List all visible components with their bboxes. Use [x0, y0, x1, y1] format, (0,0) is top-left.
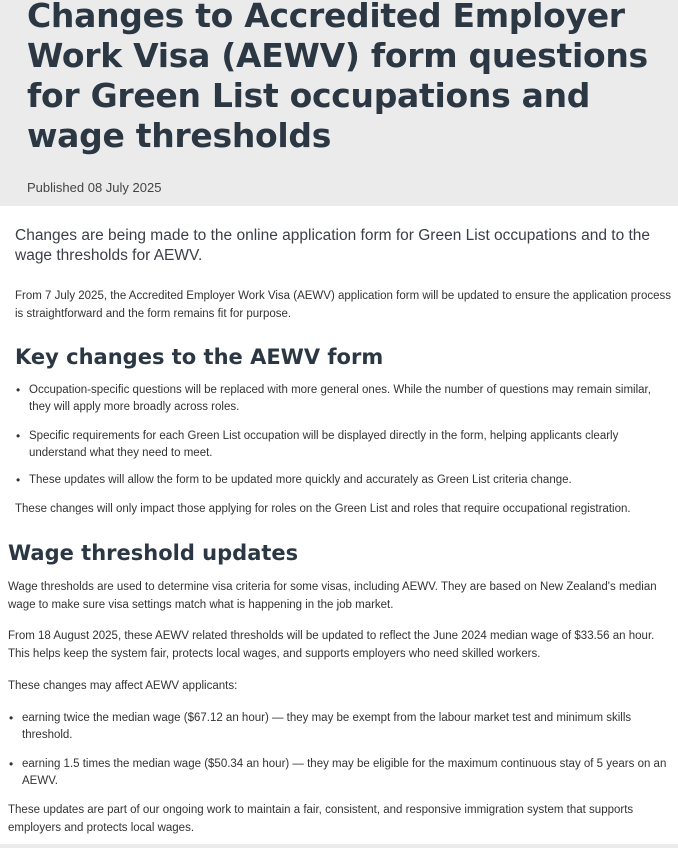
published-date: Published 08 July 2025 — [27, 180, 162, 195]
impact-note: These changes will only impact those applying for roles on the Green List and roles that require occupational registration. — [15, 503, 631, 515]
bullet-icon: • — [9, 757, 14, 771]
list-item-text: earning 1.5 times the median wage ($50.34 an hour) — they may be eligible for the maximum continuous stay of 5 years on an AEWV. — [22, 758, 667, 787]
list-item — [9, 756, 672, 790]
bottom-edge — [0, 844, 678, 848]
wage-paragraph-2: From 18 August 2025, these AEWV related thresholds will be updated to reflect the June 2024 median wage of $33.56 an hour. This helps keep the system fair, protects local wages, and supports employers who need skilled workers. — [8, 630, 655, 660]
list-item — [16, 382, 674, 416]
key-changes-heading: Key changes to the AEWV form — [15, 345, 384, 369]
page-title: Changes to Accredited Employer Work Visa (AEWV) form questions for Green List occupations and wage thresholds — [27, 0, 648, 155]
list-item-text: Specific requirements for each Green List occupation will be displayed directly in the form, helping applicants clearly understand what they need to meet. — [29, 430, 619, 459]
form-update-paragraph: From 7 July 2025, the Accredited Employer Work Visa (AEWV) application form will be updated to ensure the application process is straightforward and the form remains fit for purpose. — [15, 290, 672, 320]
closing-paragraph: These updates are part of our ongoing work to maintain a fair, consistent, and responsive immigration system that supports employers and protects local wages. — [8, 804, 634, 834]
bullet-icon: • — [16, 429, 21, 443]
list-item — [16, 472, 669, 489]
wage-threshold-heading: Wage threshold updates — [8, 541, 299, 565]
bullet-icon: • — [16, 383, 21, 397]
wage-paragraph-1: Wage thresholds are used to determine visa criteria for some visas, including AEWV. They are based on New Zealand's median wage to make sure visa settings match what is happening in the job market. — [8, 581, 657, 611]
affect-intro: These changes may affect AEWV applicants: — [8, 680, 238, 692]
list-item — [16, 428, 669, 462]
bullet-icon: • — [16, 473, 21, 487]
list-item-text: These updates will allow the form to be updated more quickly and accurately as Green List criteria change. — [29, 474, 572, 486]
list-item — [9, 710, 672, 744]
intro-text: Changes are being made to the online application form for Green List occupations and to the wage thresholds for AEWV. — [15, 227, 651, 264]
list-item-text: earning twice the median wage ($67.12 an hour) — they may be exempt from the labour market test and minimum skills threshold. — [22, 712, 632, 741]
list-item-text: Occupation-specific questions will be replaced with more general ones. While the number of questions may remain similar, they will apply more broadly across roles. — [29, 384, 651, 413]
bullet-icon: • — [9, 711, 14, 725]
